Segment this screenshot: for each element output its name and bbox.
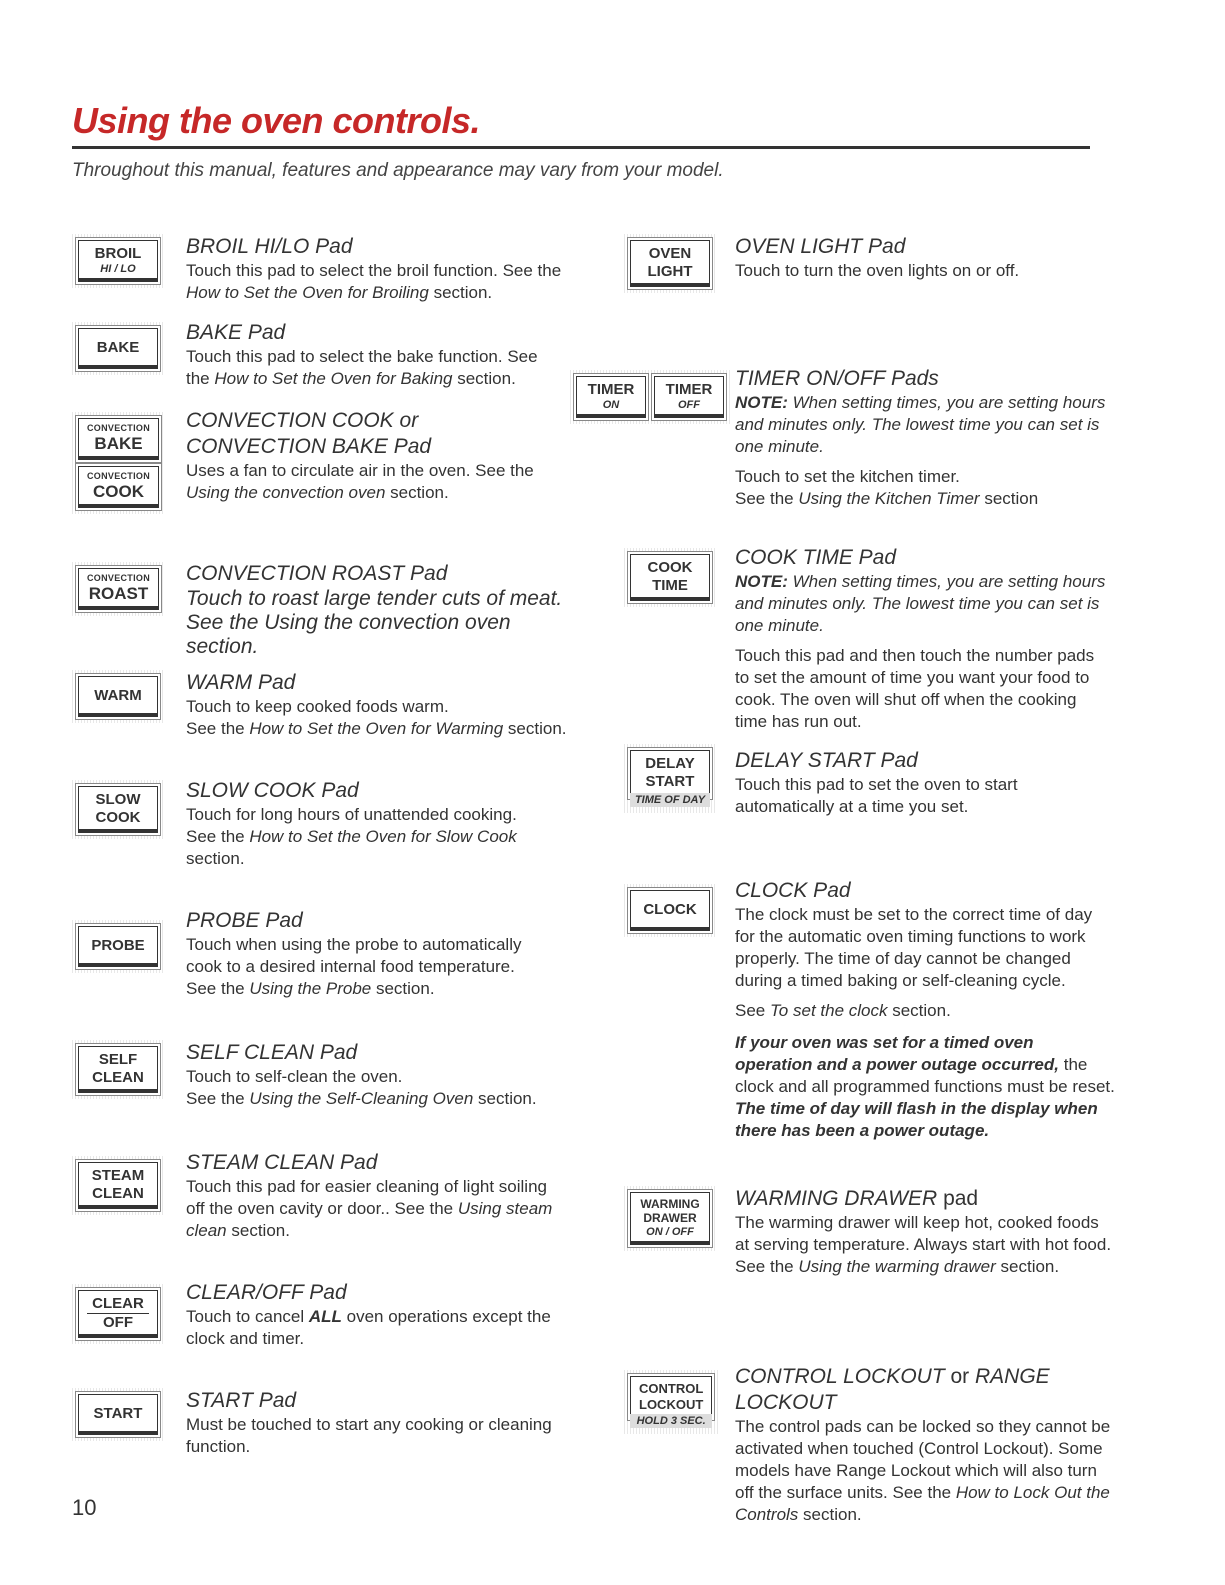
bake-description: BAKE Pad Touch this pad to select the bake function. See the How to Set the Oven for Baking section.: [186, 320, 556, 390]
timer-description: TIMER ON/OFF Pads NOTE: When setting times, you are setting hours and minutes only. The lowest time you can set is one minute. Touch to set the kitchen timer. See the Using the Kitchen Timer section: [735, 366, 1110, 510]
clock-heading: CLOCK Pad: [735, 879, 851, 902]
page-number: 10: [72, 1495, 97, 1520]
clock-pad-image: [624, 884, 716, 937]
warming-drawer-pad-image: [624, 1186, 716, 1251]
warm-description: WARM Pad Touch to keep cooked foods warm. See the How to Set the Oven for Warming section.: [186, 670, 571, 740]
delay-start-pad-image: [624, 744, 716, 813]
timer-off-key: TIMER OFF: [654, 376, 724, 418]
warm-key: WARM: [78, 676, 158, 717]
slow-cook-heading: SLOW COOK Pad: [186, 779, 359, 802]
lockout-description: CONTROL LOCKOUT or RANGE LOCKOUT The control pads can be locked so they cannot be activated when touched (Control Lockout). Some models have Range Lockout which will also turn off the surface units. See the How to Lock Out the Controls section.: [735, 1364, 1115, 1526]
cook-time-description: COOK TIME Pad NOTE: When setting times, you are setting hours and minutes only. The lowest time you can set is one minute. Touch this pad and then touch the number pads to set the amount of time you want your food to cook. The oven will shut off when the cooking time has run out.: [735, 545, 1110, 733]
delay-start-key-caption: TIME OF DAY: [630, 793, 710, 807]
slow-cook-description: SLOW COOK Pad Touch for long hours of unattended cooking. See the How to Set the Oven for Slow Cook section.: [186, 778, 571, 870]
oven-light-description: OVEN LIGHT Pad Touch to turn the oven lights on or off.: [735, 234, 1110, 282]
self-clean-pad-image: [72, 1040, 164, 1099]
roast-heading: CONVECTION ROAST Pad: [186, 562, 448, 585]
probe-key: PROBE: [78, 926, 158, 967]
start-heading: START Pad: [186, 1389, 297, 1412]
bake-key: BAKE: [78, 328, 158, 369]
cook-time-key: COOK TIME: [630, 554, 710, 601]
convection-roast-key: CONVECTION ROAST: [78, 568, 159, 610]
timer-on-key: TIMER ON: [576, 376, 646, 418]
slow-cook-pad-image: [72, 780, 164, 839]
convection-bake-key: CONVECTION BAKE: [78, 418, 159, 460]
start-description: START Pad Must be touched to start any cooking or cleaning function.: [186, 1388, 571, 1458]
timer-note-label: NOTE:: [735, 393, 788, 412]
clear-off-key: CLEAR OFF: [78, 1290, 158, 1338]
self-clean-key: SELF CLEAN: [78, 1046, 158, 1093]
warming-drawer-heading: WARMING DRAWER pad: [735, 1187, 979, 1210]
convection-description: CONVECTION COOK or CONVECTION BAKE Pad Uses a fan to circulate air in the oven. See the Using the convection oven section.: [186, 408, 561, 504]
start-pad-image: [72, 1388, 164, 1441]
delay-start-heading: DELAY START Pad: [735, 749, 918, 772]
timer-heading: TIMER ON/OFF Pads: [735, 367, 939, 390]
cook-time-heading: COOK TIME Pad: [735, 546, 897, 569]
warm-heading: WARM Pad: [186, 671, 296, 694]
roast-pad-image: [72, 562, 165, 616]
oven-light-heading: OVEN LIGHT Pad: [735, 235, 906, 258]
slow-cook-key: SLOW COOK: [78, 786, 158, 833]
delay-start-description: DELAY START Pad Touch this pad to set the oven to start automatically at a time you set.: [735, 748, 1110, 818]
steam-clean-description: STEAM CLEAN Pad Touch this pad for easier cleaning of light soiling off the oven cavity or door.. See the Using steam clean section.: [186, 1150, 561, 1242]
bake-heading: BAKE Pad: [186, 321, 286, 344]
broil-key: BROIL HI / LO: [78, 240, 158, 282]
clear-off-pad-image: [72, 1284, 164, 1344]
convection-pad-image: [72, 412, 165, 514]
warm-pad-image: [72, 670, 164, 723]
page-title: Using the oven controls.: [72, 100, 481, 141]
warming-drawer-key: WARMING DRAWER ON / OFF: [630, 1192, 710, 1245]
clear-off-description: CLEAR/OFF Pad Touch to cancel ALL oven operations except the clock and timer.: [186, 1280, 561, 1350]
start-key: START: [78, 1394, 158, 1435]
oven-light-pad-image: [624, 234, 716, 293]
broil-pad-image: [72, 234, 164, 288]
convection-cook-key: CONVECTION COOK: [78, 466, 159, 508]
page-subtitle: Throughout this manual, features and appearance may vary from your model.: [72, 160, 724, 181]
delay-start-key: DELAY START: [630, 750, 710, 797]
bake-pad-image: [72, 322, 164, 375]
title-rule: [72, 146, 1090, 149]
roast-description: CONVECTION ROAST Pad Touch to roast large tender cuts of meat. See the Using the convection oven section.: [186, 561, 566, 659]
steam-clean-key: STEAM CLEAN: [78, 1162, 158, 1209]
convection-heading: CONVECTION COOK or CONVECTION BAKE Pad: [186, 409, 432, 458]
cook-time-note-label: NOTE:: [735, 572, 788, 591]
lockout-heading: CONTROL LOCKOUT or RANGE LOCKOUT: [735, 1365, 1050, 1414]
oven-light-key: OVEN LIGHT: [630, 240, 710, 287]
self-clean-heading: SELF CLEAN Pad: [186, 1041, 358, 1064]
steam-clean-pad-image: [72, 1156, 164, 1215]
probe-description: PROBE Pad Touch when using the probe to automatically cook to a desired internal food temperature. See the Using the Probe section.: [186, 908, 546, 1000]
self-clean-description: SELF CLEAN Pad Touch to self-clean the oven. See the Using the Self-Cleaning Oven section.: [186, 1040, 571, 1110]
control-lockout-pad-image: [624, 1370, 718, 1434]
timer-pads-image: [570, 370, 730, 424]
probe-pad-image: [72, 920, 164, 973]
steam-clean-heading: STEAM CLEAN Pad: [186, 1151, 378, 1174]
clock-key: CLOCK: [630, 890, 710, 931]
clock-description: CLOCK Pad The clock must be set to the correct time of day for the automatic oven timing functions to work properly. The time of day cannot be changed during a timed baking or self-cleaning cycle. See To set the clock section. If your oven was set for a timed oven operation and a power outage occurred, the clock and all programmed functions must be reset. The time of day will flash in the display when there has been a power outage.: [735, 879, 1115, 1140]
probe-heading: PROBE Pad: [186, 909, 303, 932]
cook-time-pad-image: [624, 548, 716, 607]
control-lockout-key-caption: HOLD 3 SEC.: [630, 1414, 712, 1428]
warming-drawer-description: WARMING DRAWER pad The warming drawer will keep hot, cooked foods at serving temperature. Always start with hot food. See the Using the warming drawer section.: [735, 1186, 1115, 1278]
broil-heading: BROIL HI/LO Pad: [186, 235, 353, 258]
clear-off-heading: CLEAR/OFF Pad: [186, 1281, 347, 1304]
control-lockout-key: CONTROL LOCKOUT: [630, 1376, 712, 1418]
broil-description: BROIL HI/LO Pad Touch this pad to select the broil function. See the How to Set the Oven for Broiling section.: [186, 234, 571, 304]
